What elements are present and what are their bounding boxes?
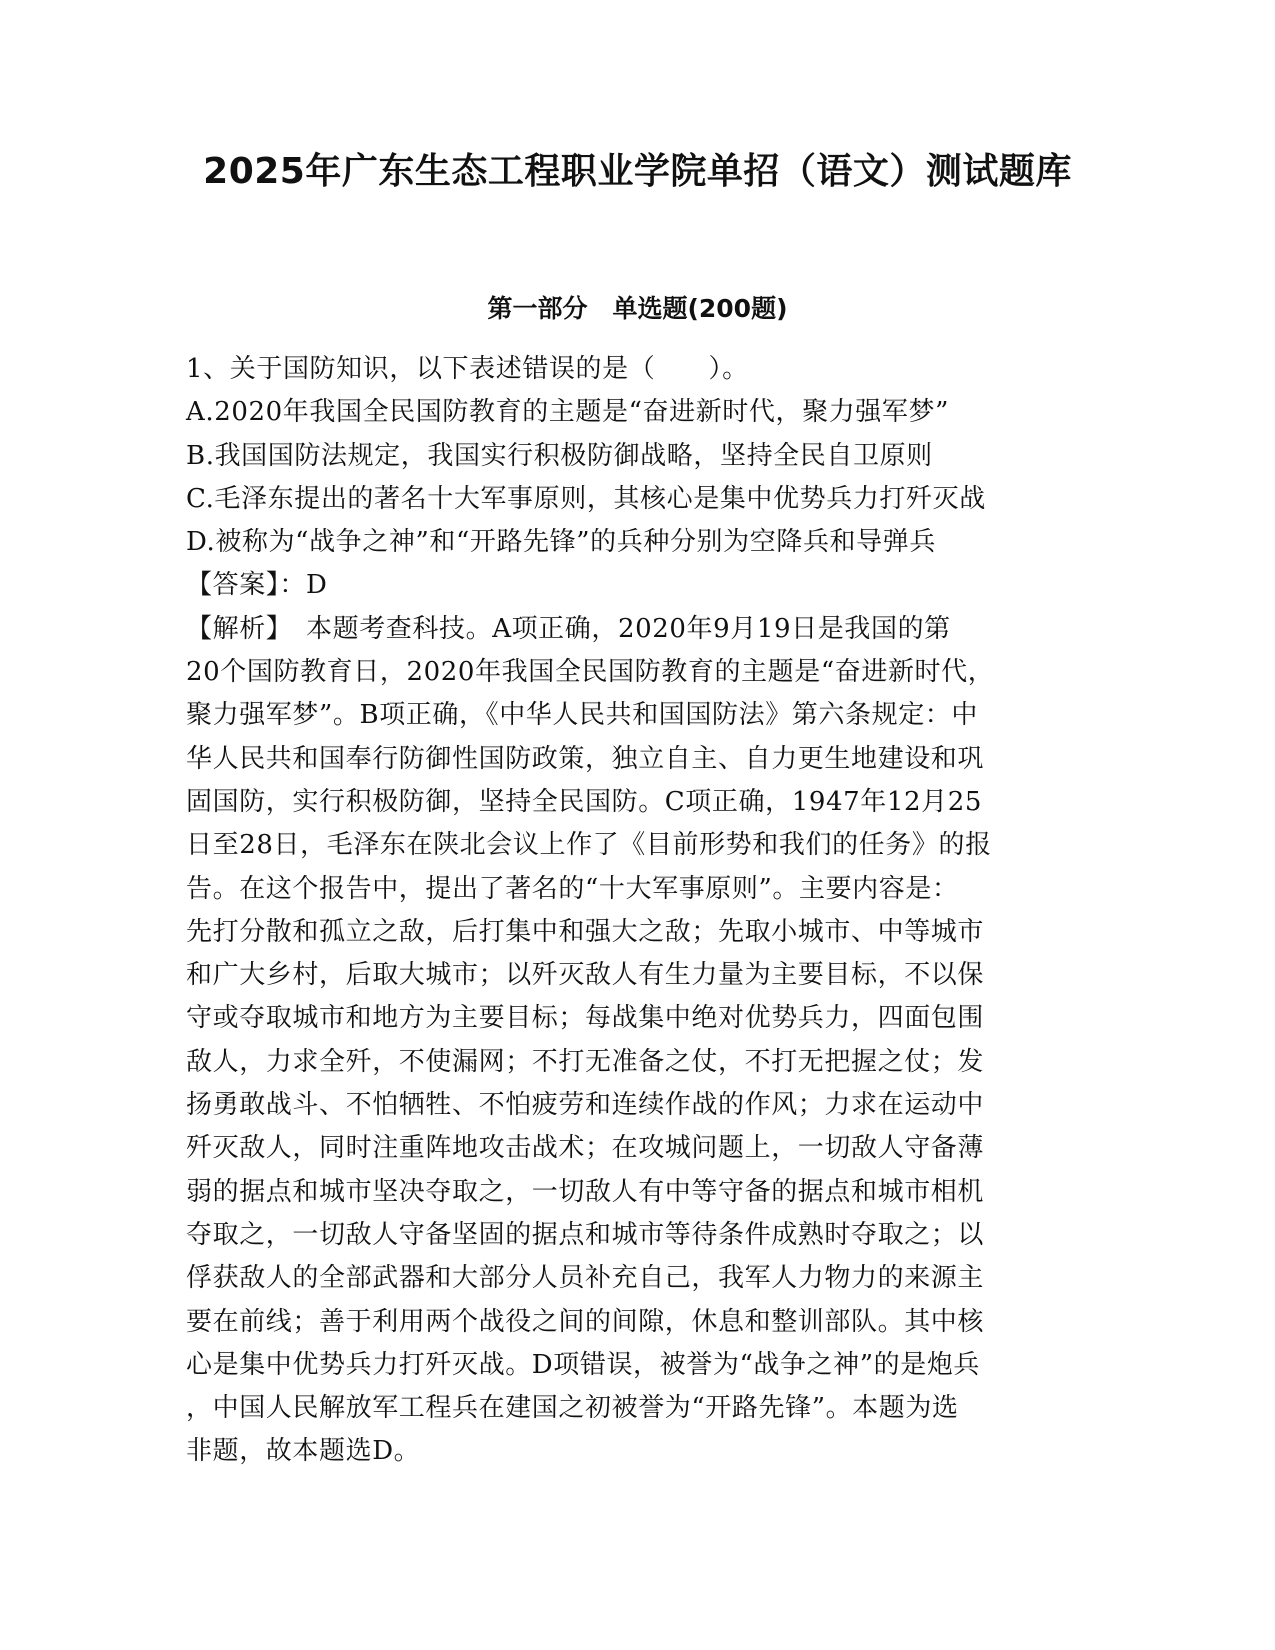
analysis-line: 告。在这个报告中，提出了著名的“十大军事原则”。主要内容是： [186, 873, 959, 904]
question-block [186, 348, 1086, 1474]
analysis-line: 弱的据点和城市坚决夺取之，一切敌人有中等守备的据点和城市相机 [186, 1176, 985, 1207]
analysis-line: 聚力强军梦”。B项正确，《中华人民共和国国防法》第六条规定：中 [186, 700, 978, 731]
analysis-line: 先打分散和孤立之敌，后打集中和强大之敌；先取小城市、中等城市 [186, 916, 985, 947]
analysis-line: 俘获敌人的全部武器和大部分人员补充自己，我军人力物力的来源主 [186, 1263, 985, 1294]
analysis-line: 非题，故本题选D。 [186, 1436, 421, 1467]
option-b: B.我国国防法规定，我国实行积极防御战略，坚持全民自卫原则 [186, 440, 933, 471]
answer-line: 【答案】：D [186, 570, 328, 601]
section-title: 第一部分 单选题(200题) [487, 294, 788, 323]
question-stem: 1、关于国防知识，以下表述错误的是（ ）。 [186, 354, 749, 384]
analysis-line: 日至28日，毛泽东在陕北会议上作了《目前形势和我们的任务》的报 [186, 830, 992, 861]
analysis-line: 要在前线；善于利用两个战役之间的间隙，休息和整训部队。其中核 [186, 1306, 985, 1337]
document-title: 2025年广东生态工程职业学院单招（语文）测试题库 [203, 151, 1072, 192]
analysis-line: 【解析】 本题考查科技。A项正确，2020年9月19日是我国的第 [186, 613, 951, 644]
analysis-line: 和广大乡村，后取大城市；以歼灭敌人有生力量为主要目标，不以保 [186, 960, 985, 991]
analysis-line: 华人民共和国奉行防御性国防政策，独立自主、自力更生地建设和巩 [186, 743, 985, 774]
option-d: D.被称为“战争之神”和“开路先锋”的兵种分别为空降兵和导弹兵 [186, 527, 936, 558]
analysis-line: 夺取之，一切敌人守备坚固的据点和城市等待条件成熟时夺取之；以 [186, 1219, 985, 1250]
analysis-line: 心是集中优势兵力打歼灭战。D项错误，被誉为“战争之神”的是炮兵 [186, 1349, 981, 1380]
analysis-line: 敌人，力求全歼，不使漏网；不打无准备之仗，不打无把握之仗；发 [186, 1046, 985, 1077]
analysis-line: ，中国人民解放军工程兵在建国之初被誉为“开路先锋”。本题为选 [186, 1393, 959, 1424]
analysis-line: 歼灭敌人，同时注重阵地攻击战术；在攻城问题上，一切敌人守备薄 [186, 1133, 985, 1164]
analysis-line: 固国防，实行积极防御，坚持全民国防。C项正确，1947年12月25 [186, 786, 983, 817]
analysis-line: 扬勇敢战斗、不怕牺牲、不怕疲劳和连续作战的作风；力求在运动中 [186, 1090, 985, 1121]
option-a: A.2020年我国全民国防教育的主题是“奋进新时代，聚力强军梦” [186, 397, 949, 428]
analysis-line: 守或夺取城市和地方为主要目标；每战集中绝对优势兵力，四面包围 [186, 1003, 985, 1034]
option-c: C.毛泽东提出的著名十大军事原则，其核心是集中优势兵力打歼灭战 [186, 483, 986, 514]
analysis-line: 20个国防教育日，2020年我国全民国防教育的主题是“奋进新时代， [186, 657, 995, 688]
analysis-paragraph [186, 608, 1086, 1474]
